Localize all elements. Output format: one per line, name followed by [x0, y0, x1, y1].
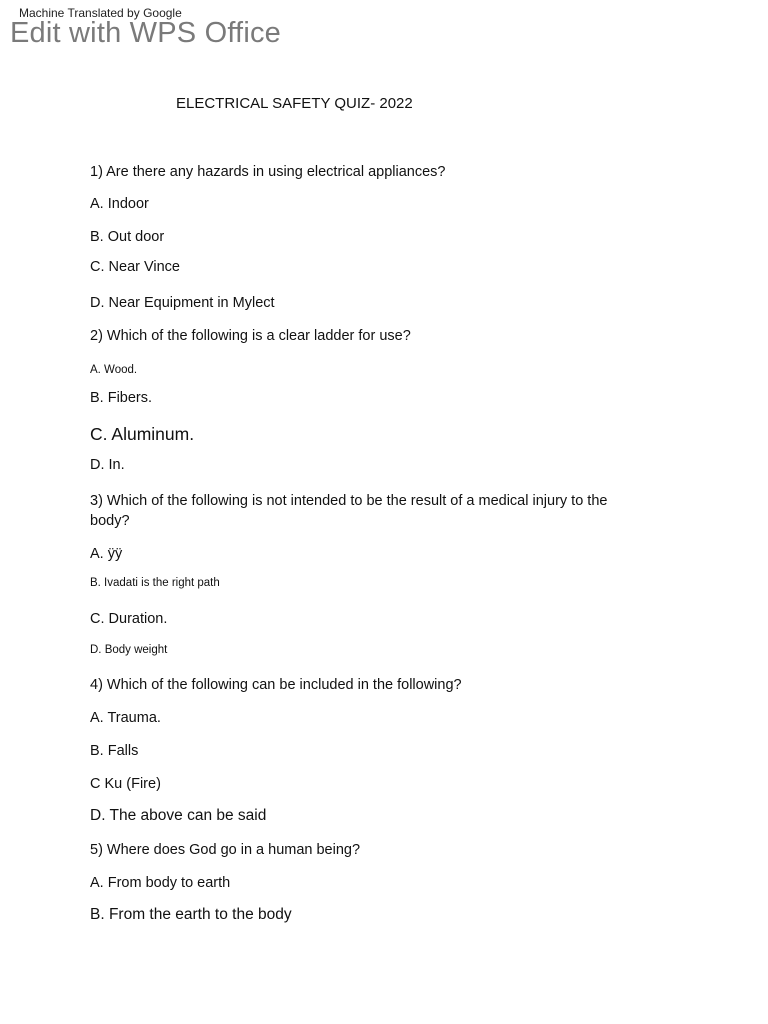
question-4: 4) Which of the following can be included in the following? [90, 677, 462, 693]
q2-option-d: D. In. [90, 457, 125, 473]
q5-option-b: B. From the earth to the body [90, 906, 292, 923]
q4-option-c: C Ku (Fire) [90, 776, 161, 792]
q4-option-d: D. The above can be said [90, 807, 267, 824]
q2-option-c: C. Aluminum. [90, 424, 195, 444]
q2-option-a: A. Wood. [90, 364, 138, 376]
q4-option-a: A. Trauma. [90, 710, 161, 726]
q3-option-c: C. Duration. [90, 611, 168, 627]
q1-option-c: C. Near Vince [90, 259, 180, 275]
q1-option-d: D. Near Equipment in Mylect [90, 295, 275, 311]
question-2: 2) Which of the following is a clear ladder for use? [90, 328, 411, 344]
q1-option-b: B. Out door [90, 229, 165, 245]
q3-option-d: D. Body weight [90, 644, 168, 656]
q3-option-b: B. Ivadati is the right path [90, 577, 220, 589]
question-5: 5) Where does God go in a human being? [90, 842, 361, 858]
quiz-title: ELECTRICAL SAFETY QUIZ- 2022 [176, 95, 413, 112]
wps-edit-banner: Edit with WPS Office [10, 17, 281, 49]
q1-option-a: A. Indoor [90, 196, 149, 212]
translation-notice: Machine Translated by Google [19, 6, 182, 20]
question-3: 3) Which of the following is not intended to be the result of a medical injury to the body? [90, 493, 608, 529]
q4-option-b: B. Falls [90, 743, 139, 759]
q2-option-b: B. Fibers. [90, 390, 153, 406]
q3-option-a: A. ÿÿ [90, 546, 123, 562]
q5-option-a: A. From body to earth [90, 875, 231, 891]
question-1: 1) Are there any hazards in using electrical appliances? [90, 164, 446, 180]
